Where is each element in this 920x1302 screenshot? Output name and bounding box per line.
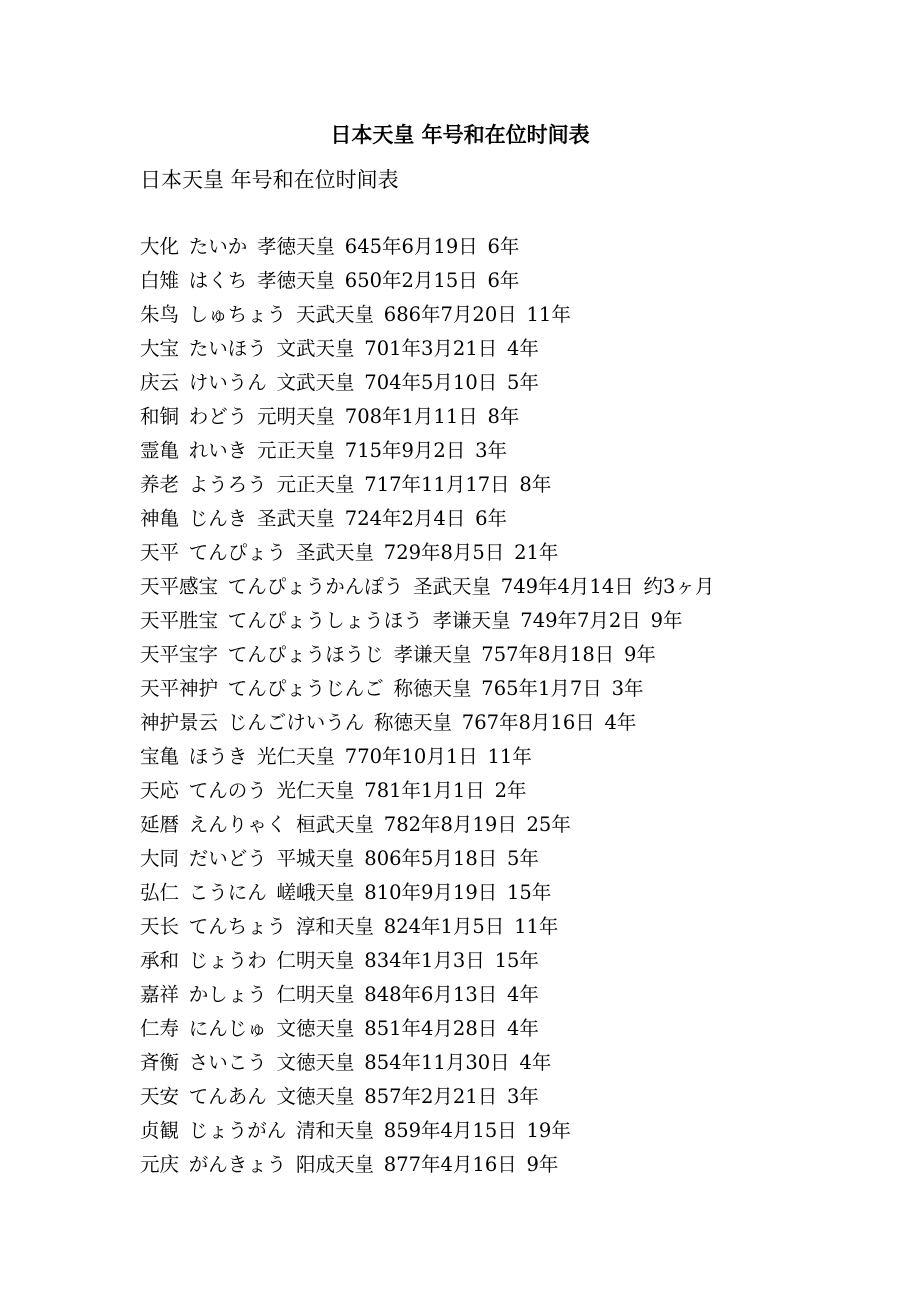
era-reading: さいこう [188,1051,267,1074]
era-row [140,538,900,572]
era-duration: 15年 [507,881,552,904]
era-duration: 3年 [507,1085,539,1108]
era-duration: 11年 [487,745,532,768]
era-era: 承和 [140,949,180,972]
era-reading: じょうわ [188,949,267,972]
era-emperor: 圣武天皇 [296,541,375,564]
era-row [140,1116,900,1150]
era-emperor: 光仁天皇 [257,745,336,768]
era-reading: じんき [188,507,248,530]
era-start: 645年6月19日 [344,235,478,258]
era-emperor: 清和天皇 [296,1119,375,1142]
era-start: 715年9月2日 [344,439,466,462]
era-emperor: 嵯峨天皇 [276,881,355,904]
era-reading: がんきょう [188,1153,287,1176]
era-era: 天安 [140,1085,180,1108]
era-row [140,912,900,946]
era-reading: てんぴょうしょうほう [227,609,423,632]
era-duration: 4年 [507,1017,539,1040]
era-duration: 25年 [526,813,571,836]
era-start: 650年2月15日 [344,269,478,292]
era-duration: 19年 [526,1119,571,1142]
era-start: 857年2月21日 [364,1085,498,1108]
era-era: 天平胜宝 [140,609,219,632]
era-row [140,640,900,674]
era-row [140,674,900,708]
era-duration: 4年 [507,337,539,360]
era-row [140,436,900,470]
era-duration: 约3ヶ月 [643,575,715,598]
era-start: 854年11月30日 [364,1051,510,1074]
era-start: 749年4月14日 [500,575,634,598]
era-emperor: 元明天皇 [257,405,336,428]
era-emperor: 元正天皇 [276,473,355,496]
document-subtitle: 日本天皇 年号和在位时间表 [140,168,399,192]
era-start: 704年5月10日 [364,371,498,394]
era-row [140,266,900,300]
era-emperor: 天武天皇 [296,303,375,326]
era-reading: わどう [188,405,248,428]
era-era: 嘉祥 [140,983,180,1006]
era-start: 781年1月1日 [364,779,485,802]
era-row [140,946,900,980]
era-era: 仁寿 [140,1017,180,1040]
era-emperor: 元正天皇 [257,439,336,462]
era-reading: てんぴょうじんご [227,677,384,700]
era-era: 天応 [140,779,180,802]
era-reading: にんじゅ [188,1017,267,1040]
era-start: 757年8月18日 [481,643,615,666]
era-row [140,334,900,368]
era-emperor: 孝徳天皇 [257,269,336,292]
era-row [140,572,900,606]
era-reading: えんりゃく [188,813,287,836]
era-start: 701年3月21日 [364,337,498,360]
era-era: 弘仁 [140,881,180,904]
era-row [140,776,900,810]
era-emperor: 文武天皇 [276,371,355,394]
era-reading: たいほう [188,337,267,360]
era-era: 庆云 [140,371,180,394]
era-start: 770年10月1日 [344,745,478,768]
era-duration: 6年 [487,269,520,292]
era-era: 贞観 [140,1119,180,1142]
era-start: 877年4月16日 [383,1153,517,1176]
era-era: 宝亀 [140,745,180,768]
era-reading: こうにん [188,881,267,904]
era-emperor: 光仁天皇 [276,779,355,802]
era-duration: 9年 [624,643,656,666]
era-reading: はくち [188,269,248,292]
era-row [140,1048,900,1082]
era-era: 天平宝字 [140,643,219,666]
era-reading: かしょう [188,983,267,1006]
era-duration: 8年 [519,473,552,496]
era-reading: てんちょう [188,915,287,938]
era-start: 782年8月19日 [383,813,517,836]
era-emperor: 孝谦天皇 [393,643,472,666]
era-row [140,980,900,1014]
era-start: 859年4月15日 [383,1119,517,1142]
era-reading: れいき [188,439,248,462]
era-era: 大化 [140,235,180,258]
era-duration: 11年 [514,915,559,938]
era-era: 天平 [140,541,180,564]
era-era: 斉衡 [140,1051,180,1074]
era-era: 白雉 [140,269,180,292]
era-emperor: 仁明天皇 [276,983,355,1006]
era-start: 749年7月2日 [520,609,641,632]
era-emperor: 孝谦天皇 [432,609,511,632]
era-start: 724年2月4日 [344,507,466,530]
era-duration: 11年 [526,303,571,326]
era-emperor: 仁明天皇 [276,949,355,972]
era-row [140,878,900,912]
era-emperor: 文武天皇 [276,337,355,360]
era-start: 729年8月5日 [383,541,505,564]
era-reading: たいか [188,235,248,258]
era-emperor: 淳和天皇 [296,915,375,938]
era-era: 延暦 [140,813,180,836]
era-reading: てんぴょうかんぽう [227,575,404,598]
era-start: 810年9月19日 [364,881,498,904]
era-duration: 21年 [514,541,559,564]
era-duration: 9年 [526,1153,559,1176]
era-start: 686年7月20日 [383,303,517,326]
era-era: 天长 [140,915,180,938]
era-duration: 5年 [507,847,539,870]
era-emperor: 孝徳天皇 [257,235,336,258]
era-reading: てんぴょうほうじ [227,643,384,666]
era-list [140,232,900,1184]
era-row [140,810,900,844]
era-row [140,606,900,640]
era-start: 851年4月28日 [364,1017,498,1040]
era-reading: ほうき [188,745,248,768]
era-row [140,1014,900,1048]
era-duration: 8年 [487,405,520,428]
era-duration: 4年 [507,983,539,1006]
era-row [140,300,900,334]
era-era: 天平感宝 [140,575,219,598]
era-duration: 9年 [650,609,683,632]
era-emperor: 文徳天皇 [276,1017,355,1040]
era-row [140,504,900,538]
era-reading: てんのう [188,779,267,802]
era-emperor: 文徳天皇 [276,1051,355,1074]
era-era: 大宝 [140,337,180,360]
era-reading: じんごけいうん [227,711,365,734]
era-reading: てんあん [188,1085,267,1108]
era-era: 天平神护 [140,677,219,700]
era-row [140,844,900,878]
era-emperor: 圣武天皇 [413,575,492,598]
era-emperor: 称徳天皇 [393,677,472,700]
era-duration: 15年 [494,949,539,972]
era-duration: 5年 [507,371,539,394]
era-duration: 6年 [487,235,520,258]
era-start: 717年11月17日 [364,473,510,496]
era-row [140,742,900,776]
era-start: 767年8月16日 [461,711,595,734]
era-emperor: 桓武天皇 [296,813,375,836]
era-emperor: 平城天皇 [276,847,355,870]
era-era: 养老 [140,473,180,496]
era-row [140,368,900,402]
era-era: 神护景云 [140,711,219,734]
era-era: 元庆 [140,1153,180,1176]
era-row [140,402,900,436]
era-duration: 3年 [611,677,644,700]
era-emperor: 称徳天皇 [374,711,453,734]
era-start: 708年1月11日 [344,405,478,428]
era-era: 神亀 [140,507,180,530]
era-reading: けいうん [188,371,267,394]
era-reading: じょうがん [188,1119,287,1142]
document-title: 日本天皇 年号和在位时间表 [330,122,590,147]
era-row [140,708,900,742]
era-duration: 4年 [519,1051,552,1074]
era-start: 824年1月5日 [383,915,505,938]
era-era: 霊亀 [140,439,180,462]
era-duration: 2年 [494,779,527,802]
era-era: 和铜 [140,405,180,428]
era-row [140,232,900,266]
era-era: 大同 [140,847,180,870]
era-reading: しゅちょう [188,303,287,326]
era-reading: てんぴょう [188,541,287,564]
era-duration: 3年 [475,439,508,462]
era-start: 848年6月13日 [364,983,498,1006]
era-duration: 6年 [475,507,508,530]
era-emperor: 文徳天皇 [276,1085,355,1108]
era-start: 834年1月3日 [364,949,485,972]
era-row [140,1082,900,1116]
era-era: 朱鸟 [140,303,180,326]
era-reading: だいどう [188,847,267,870]
era-duration: 4年 [604,711,637,734]
era-row [140,470,900,504]
era-emperor: 圣武天皇 [257,507,336,530]
era-start: 806年5月18日 [364,847,498,870]
era-start: 765年1月7日 [481,677,602,700]
era-emperor: 阳成天皇 [296,1153,375,1176]
era-row [140,1150,900,1184]
era-reading: ようろう [188,473,267,496]
